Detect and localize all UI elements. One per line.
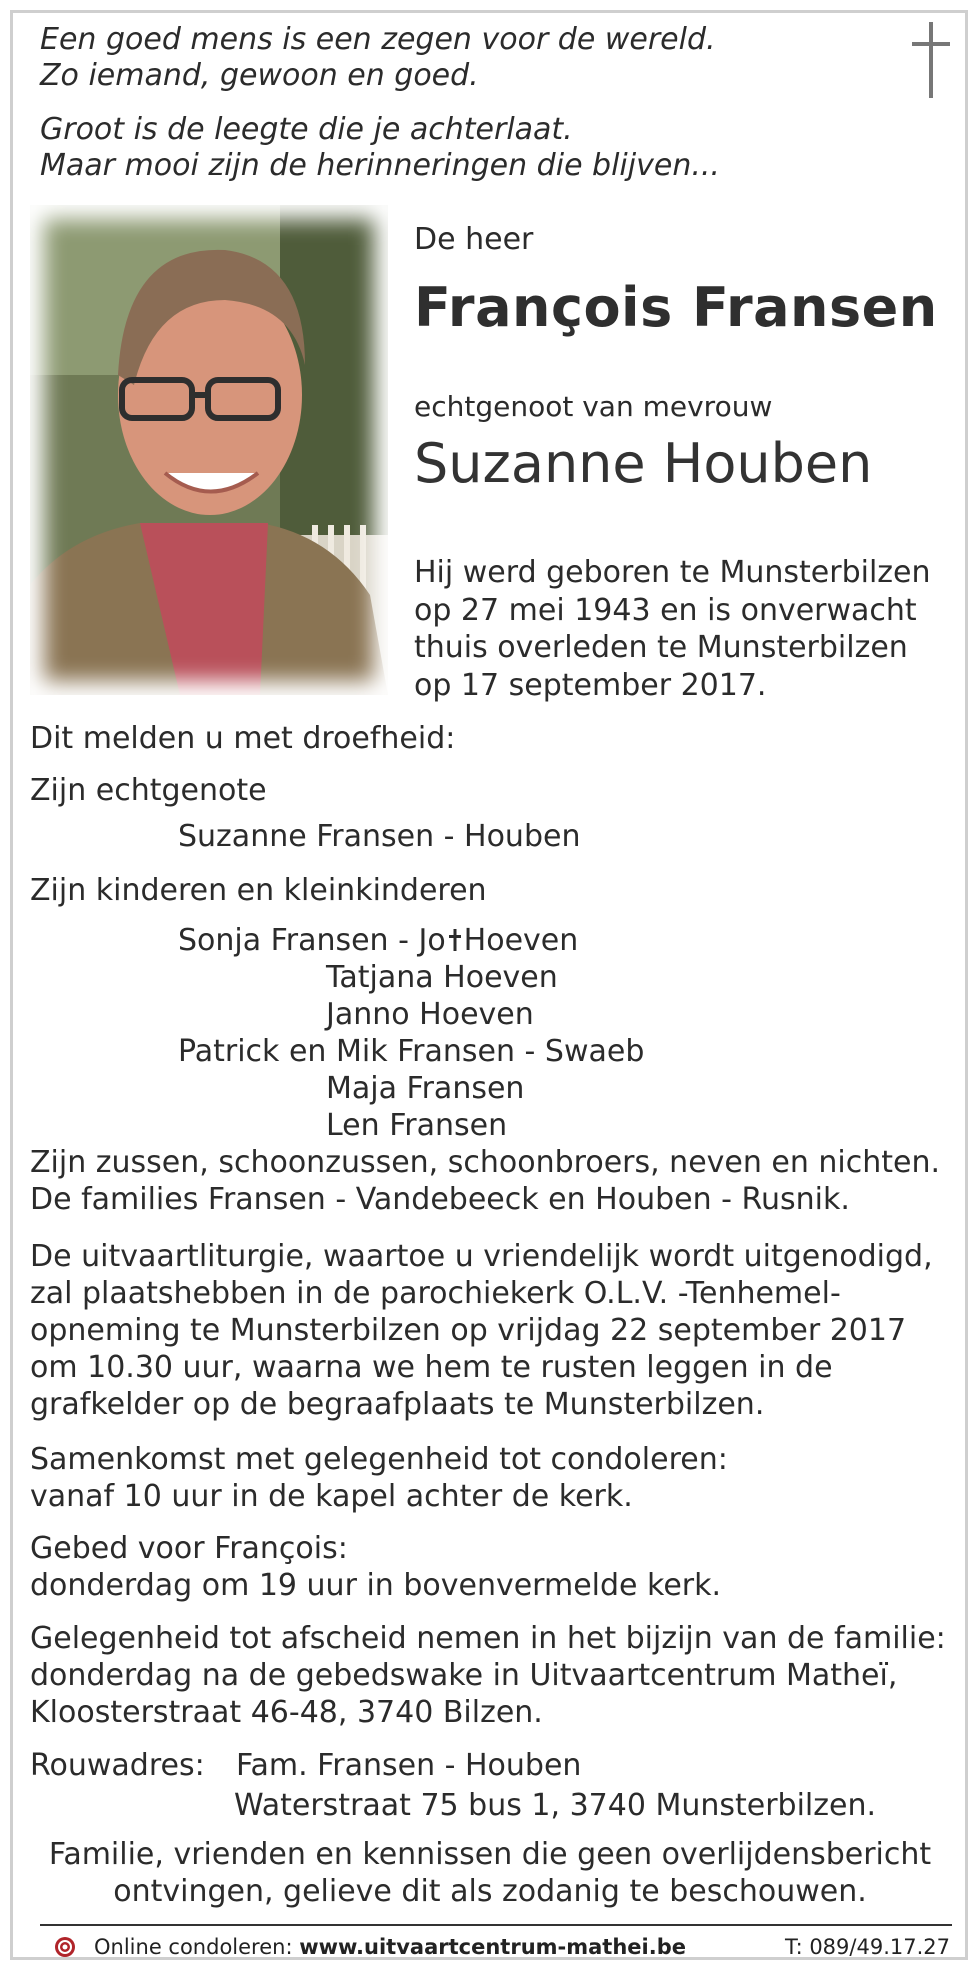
farewell-line-2: donderdag na de gebedswake in Uitvaartcentrum Matheï, [30, 1658, 898, 1693]
children-heading: Zijn kinderen en kleinkinderen [30, 873, 487, 908]
farewell-line-1: Gelegenheid tot afscheid nemen in het bijzijn van de familie: [30, 1621, 946, 1656]
birth-death-line-3: thuis overleden te Munsterbilzen [414, 630, 908, 665]
family-intro: Dit melden u met droefheid: [30, 721, 456, 756]
birth-death-line-2: op 27 mei 1943 en is onverwacht [414, 592, 917, 628]
liturgy-line-3: opneming te Munsterbilzen op vrijdag 22 september 2017 [30, 1313, 907, 1348]
dagger-cross-icon [448, 928, 462, 952]
families-line: De families Fransen - Vandebeeck en Houben - Rusnik. [30, 1182, 850, 1217]
liturgy-line-5: grafkelder op de begraafplaats te Munsterbilzen. [30, 1387, 765, 1422]
condolence-text [30, 1441, 728, 1515]
notice-text [30, 1836, 950, 1910]
liturgy-text [30, 1238, 933, 1423]
prayer-text [30, 1530, 721, 1604]
birth-death-line-1: Hij werd geboren te Munsterbilzen [414, 555, 931, 590]
birth-death-line-4: op 17 september 2017. [414, 667, 767, 703]
grandchild-3: Maja Fransen [326, 1071, 525, 1106]
siblings-line: Zijn zussen, schoonzussen, schoonbroers, neven en nichten. [30, 1145, 941, 1180]
liturgy-line-2: zal plaatshebben in de parochiekerk O.L.V. -Tenhemel- [30, 1276, 841, 1311]
grandchild-1: Tatjana Hoeven [326, 960, 558, 995]
rose-logo-icon [54, 1936, 76, 1958]
liturgy-line-4: om 10.30 uur, waarna we hem te rusten leggen in de [30, 1350, 833, 1385]
grandchild-4: Len Fransen [326, 1108, 508, 1143]
quote-line-4: Maar mooi zijn de herinneringen die blijven... [40, 148, 720, 183]
quote-line-1: Een goed mens is een zegen voor de wereld. [40, 22, 716, 57]
child-2: Patrick en Mik Fransen - Swaeb [178, 1034, 645, 1069]
deceased-name: François Fransen [414, 276, 938, 339]
birth-death-text [414, 554, 931, 704]
condolence-link[interactable]: www.uitvaartcentrum-mathei.be [299, 1935, 686, 1959]
address-label: Rouwadres: [30, 1748, 205, 1783]
condolence-line-1: Samenkomst met gelegenheid tot condoleren: [30, 1442, 728, 1477]
title-prefix: De heer [414, 222, 534, 257]
prayer-line-2: donderdag om 19 uur in bovenvermelde kerk. [30, 1568, 722, 1603]
condolence-line-2: vanaf 10 uur in de kapel achter de kerk. [30, 1479, 633, 1514]
portrait-photo [30, 205, 388, 695]
child-1-prefix: Sonja Fransen - Jo [178, 923, 446, 958]
online-label: Online condoleren: [94, 1935, 300, 1959]
farewell-text [30, 1620, 946, 1731]
latin-cross-icon [912, 22, 950, 98]
quote-line-3: Groot is de leegte die je achterlaat. [40, 112, 573, 147]
quote-line-2: Zo iemand, gewoon en goed. [40, 58, 479, 93]
farewell-line-3: Kloosterstraat 46-48, 3740 Bilzen. [30, 1695, 543, 1730]
notice-line-2: ontvingen, gelieve dit als zodanig te beschouwen. [113, 1874, 867, 1909]
child-1-suffix: Hoeven [463, 923, 579, 958]
online-condolence [94, 1930, 686, 1964]
grandchild-2: Janno Hoeven [326, 997, 534, 1032]
child-1 [178, 922, 578, 959]
wife-heading: Zijn echtgenote [30, 773, 267, 808]
footer-divider [40, 1924, 952, 1926]
wife-name: Suzanne Fransen - Houben [178, 819, 581, 854]
spouse-name: Suzanne Houben [414, 432, 873, 495]
spouse-intro: echtgenoot van mevrouw [414, 390, 773, 423]
address-street: Waterstraat 75 bus 1, 3740 Munsterbilzen. [234, 1788, 877, 1823]
notice-line-1: Familie, vrienden en kennissen die geen overlijdensbericht [48, 1837, 932, 1872]
liturgy-line-1: De uitvaartliturgie, waartoe u vriendelijk wordt uitgenodigd, [30, 1239, 933, 1274]
prayer-line-1: Gebed voor François: [30, 1531, 348, 1566]
phone-number: T: 089/49.17.27 [785, 1935, 950, 1959]
footer [54, 1930, 954, 1964]
address-name: Fam. Fransen - Houben [236, 1748, 582, 1783]
